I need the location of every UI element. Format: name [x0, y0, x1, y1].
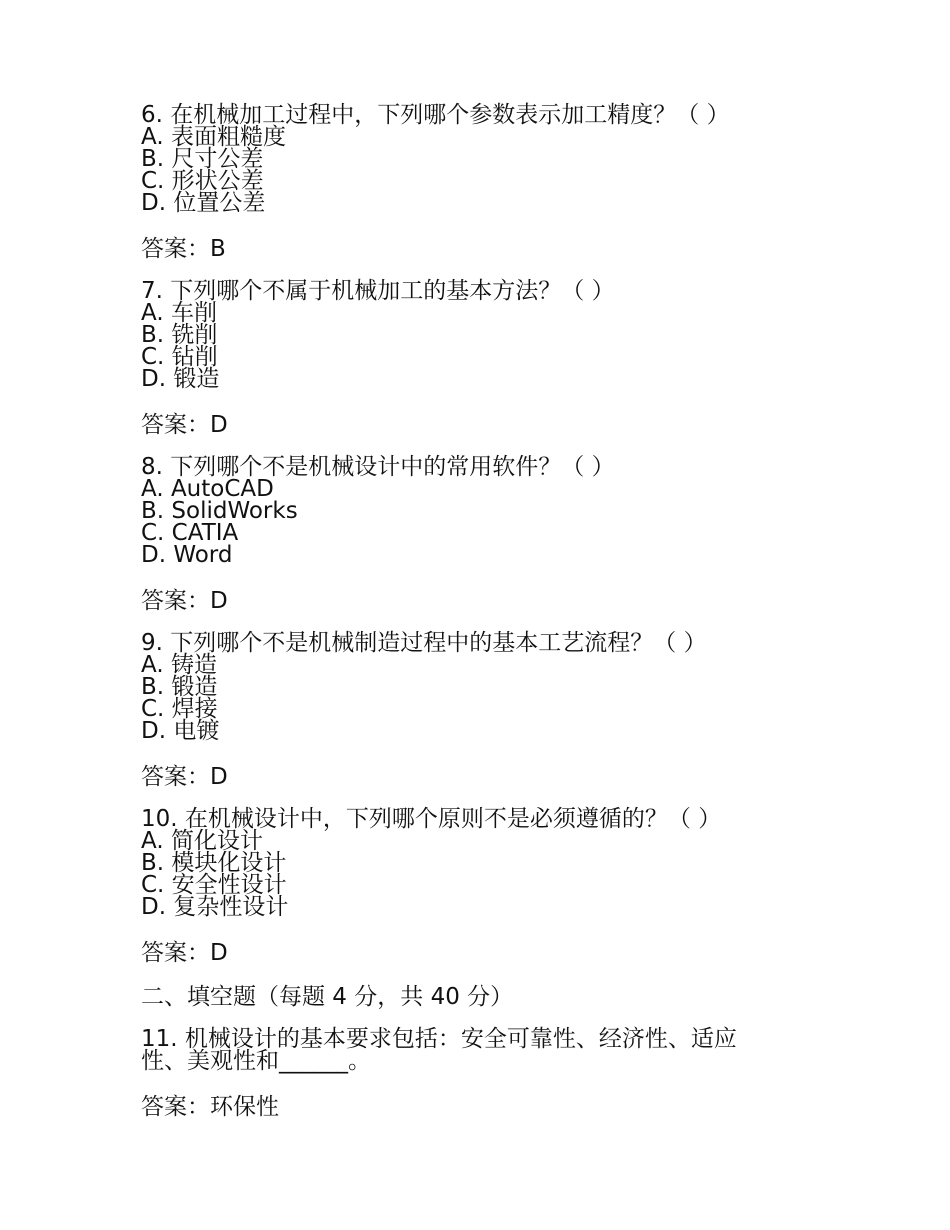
option-b: B. 模块化设计 — [141, 850, 287, 876]
option-b: B. 铣削 — [141, 322, 218, 348]
document-page — [141, 104, 801, 1138]
option-d: D. 复杂性设计 — [141, 894, 289, 920]
option-a: A. AutoCAD — [141, 476, 274, 502]
option-c: C. 安全性设计 — [141, 872, 287, 898]
question-title: 6. 在机械加工过程中，下列哪个参数表示加工精度？（ ） — [141, 102, 730, 128]
question-title: 9. 下列哪个不是机械制造过程中的基本工艺流程？（ ） — [141, 630, 707, 656]
option-a: A. 简化设计 — [141, 828, 263, 854]
section-heading: 二、填空题（每题 4 分，共 40 分） — [141, 984, 514, 1010]
answer-text: 答案：B — [141, 236, 226, 262]
question-6 — [141, 104, 801, 262]
option-d: D. 锻造 — [141, 366, 220, 392]
option-a: A. 车削 — [141, 300, 217, 326]
option-d: D. 电镀 — [141, 718, 220, 744]
option-b: B. 尺寸公差 — [141, 146, 264, 172]
option-d: D. Word — [141, 542, 233, 568]
option-d: D. 位置公差 — [141, 190, 266, 216]
question-11 — [141, 1028, 801, 1120]
answer-text: 答案：D — [141, 588, 228, 614]
option-c: C. CATIA — [141, 520, 239, 546]
question-title: 8. 下列哪个不是机械设计中的常用软件？（ ） — [141, 454, 615, 480]
option-b: B. SolidWorks — [141, 498, 298, 524]
question-9 — [141, 632, 801, 790]
answer-text: 答案：D — [141, 412, 228, 438]
question-line-2: 性、美观性和______。 — [141, 1048, 371, 1074]
option-c: C. 焊接 — [141, 696, 218, 722]
option-b: B. 锻造 — [141, 674, 218, 700]
answer-text: 答案：环保性 — [141, 1094, 279, 1120]
option-c: C. 钻削 — [141, 344, 218, 370]
option-a: A. 铸造 — [141, 652, 217, 678]
option-a: A. 表面粗糙度 — [141, 124, 286, 150]
answer-text: 答案：D — [141, 940, 228, 966]
question-title: 7. 下列哪个不属于机械加工的基本方法？（ ） — [141, 278, 615, 304]
question-title — [141, 1028, 791, 1072]
question-7 — [141, 280, 801, 438]
option-c: C. 形状公差 — [141, 168, 264, 194]
question-10 — [141, 808, 801, 966]
question-line-1: 11. 机械设计的基本要求包括：安全可靠性、经济性、适应 — [141, 1026, 737, 1052]
question-title: 10. 在机械设计中，下列哪个原则不是必须遵循的？（ ） — [141, 806, 722, 832]
question-8 — [141, 456, 801, 614]
answer-text: 答案：D — [141, 764, 228, 790]
